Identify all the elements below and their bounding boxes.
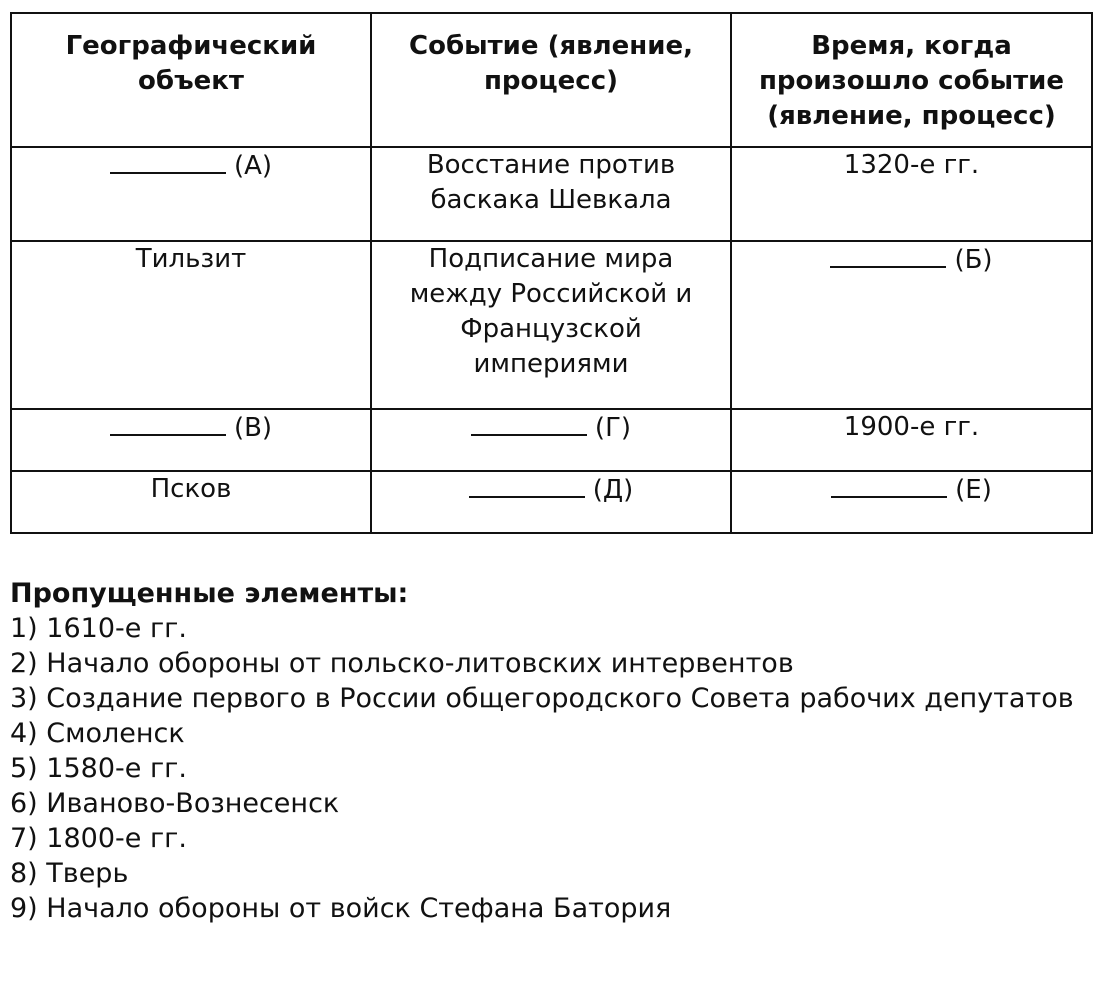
header-event: Событие (явление, процесс) bbox=[371, 13, 731, 147]
answer-blank bbox=[830, 242, 946, 268]
missing-elements-title: Пропущенные элементы: bbox=[10, 578, 409, 609]
list-item: 2) Начало обороны от польско-литовских интервентов bbox=[10, 648, 794, 679]
history-table bbox=[10, 12, 1093, 534]
table-row bbox=[11, 241, 1092, 409]
missing-elements-list bbox=[10, 576, 1090, 926]
list-item: 1) 1610-е гг. bbox=[10, 613, 187, 644]
blank-label: (Д) bbox=[592, 475, 634, 505]
header-time: Время, когда произошло событие (явление, процесс) bbox=[731, 13, 1092, 147]
cell-event: Подписание мира между Российской и Французской империями bbox=[371, 241, 731, 409]
header-geographic-object: Географический объект bbox=[11, 13, 371, 147]
cell-object: Тильзит bbox=[11, 241, 371, 409]
list-item: 8) Тверь bbox=[10, 858, 129, 889]
list-item: 4) Смоленск bbox=[10, 718, 185, 749]
cell-event-d bbox=[371, 471, 731, 533]
table-row bbox=[11, 147, 1092, 241]
cell-object: Псков bbox=[11, 471, 371, 533]
list-item: 5) 1580-е гг. bbox=[10, 753, 187, 784]
cell-object-v bbox=[11, 409, 371, 471]
answer-blank bbox=[110, 410, 226, 436]
answer-blank bbox=[471, 410, 587, 436]
cell-object-a bbox=[11, 147, 371, 241]
blank-label: (Е) bbox=[955, 475, 992, 505]
blank-label: (Г) bbox=[594, 413, 632, 443]
table-header-row bbox=[11, 13, 1092, 147]
blank-label: (Б) bbox=[954, 245, 993, 275]
document bbox=[10, 12, 1092, 534]
answer-blank bbox=[831, 472, 947, 498]
blank-label: (А) bbox=[233, 151, 273, 181]
list-item: 6) Иваново-Вознесенск bbox=[10, 788, 340, 819]
answer-blank bbox=[469, 472, 585, 498]
cell-event: Восстание против баскака Шевкала bbox=[371, 147, 731, 241]
list-item: 3) Создание первого в России общегородского Совета рабочих депутатов bbox=[10, 683, 1074, 714]
list-item: 9) Начало обороны от войск Стефана Батория bbox=[10, 893, 672, 924]
cell-time: 1900-е гг. bbox=[731, 409, 1092, 471]
cell-time-e bbox=[731, 471, 1092, 533]
answer-blank bbox=[110, 148, 226, 174]
table-row bbox=[11, 471, 1092, 533]
cell-event-g bbox=[371, 409, 731, 471]
list-item: 7) 1800-е гг. bbox=[10, 823, 187, 854]
cell-time: 1320-е гг. bbox=[731, 147, 1092, 241]
table-row bbox=[11, 409, 1092, 471]
blank-label: (В) bbox=[233, 413, 273, 443]
cell-time-b bbox=[731, 241, 1092, 409]
